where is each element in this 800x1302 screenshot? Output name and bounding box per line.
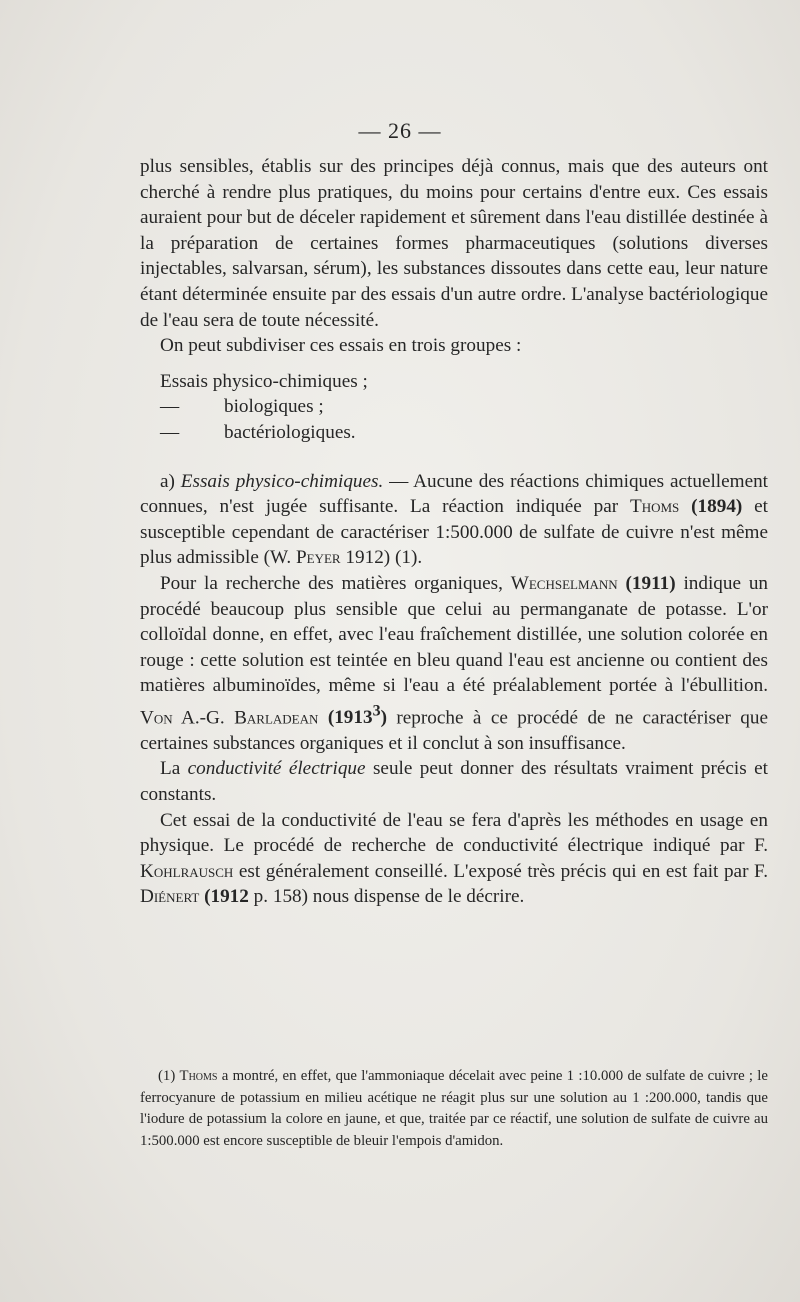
paragraph-conductivite bbox=[140, 756, 768, 807]
citation-year: (1911) bbox=[625, 572, 676, 594]
paragraph-text: 1912) (1). bbox=[340, 547, 423, 569]
footnote bbox=[140, 1066, 768, 1153]
citation-year: (1912 bbox=[204, 886, 249, 908]
paragraph-1: plus sensibles, établis sur des principes déjà connus, mais que des auteurs ont cherché à rendre plus pratiques, du moins pour certains d'entre eux. Ces essais auraient pour but de déceler rapidement et sûrement dans l'eau distillée destinée à la préparation de certaines formes pharmaceutiques (solutions diverses injectables, salvarsan, sérum), les substances dissoutes dans cette eau, leur nature étant déterminée ensuite par des essais d'un autre ordre. L'analyse bactériologique de l'eau sera de toute nécessité. bbox=[140, 156, 768, 331]
citation-superscript: 3 bbox=[372, 702, 381, 720]
paragraph-text: p. 158) nous dispense de le décrire. bbox=[248, 886, 525, 908]
paragraph-text: Pour la recherche des matières organiques, bbox=[160, 572, 511, 594]
paragraph-text: est généralement conseillé. L'exposé très précis qui en est fait par F. bbox=[233, 860, 768, 882]
ditto-dash: — bbox=[160, 396, 180, 418]
paragraph-2: On peut subdiviser ces essais en trois groupes : bbox=[160, 335, 522, 357]
citation-year bbox=[327, 702, 387, 729]
author-kohlrausch: Kohlrausch bbox=[140, 860, 234, 882]
ditto-dash: — bbox=[160, 421, 180, 443]
paragraph-methodes bbox=[140, 808, 768, 910]
paragraph-text: indique un procédé beaucoup plus sensible que celui au permanganate de potasse. L'or colloïdal donne, en effet, avec l'eau fraîchement distillée, une solution colorée en rouge : cette solution est teintée en bleu quand l'eau est ancienne ou contient des matières albuminoïdes, même si l'eau a été préalablement portée à l'ébullition. bbox=[140, 572, 769, 697]
author-dienert: Diénert bbox=[140, 886, 200, 908]
group-item-3-text: bactériologiques. bbox=[224, 421, 356, 443]
author-wechselmann: Wechselmann bbox=[510, 572, 618, 594]
footnote-text bbox=[140, 1066, 768, 1153]
citation-year-text: (1913 bbox=[327, 707, 373, 729]
paragraph-text: Cet essai de la conductivité de l'eau se fera d'après les méthodes en usage en physique. Le procédé de recherche de conductivité électrique indiqué par F. bbox=[140, 809, 768, 857]
section-title: Essais physico-chimiques. bbox=[180, 470, 384, 492]
group-item-2-text: biologiques ; bbox=[224, 396, 324, 418]
groups-list bbox=[160, 369, 768, 446]
paragraph-text: seule peut donner des résultats vraiment précis et constants. bbox=[140, 758, 768, 806]
paragraph-text: et susceptible cependant de caractériser 1:500.000 de sulfate de cuivre n'est même plus admissible (W. bbox=[140, 496, 769, 569]
footnote-body: a montré, en effet, que l'ammoniaque décelait avec peine 1 :10.000 de sulfate de cuivre ; le ferrocyanure de potassium en milieu acétique ne réagit plus sur une solution au 1 :200.000, tandis que l'iodure de potassium la colore en jaune, et que, traitée par ce réactif, une solution de sulfate de cuivre au 1:500.000 est encore susceptible de bleuir l'empois d'amidon. bbox=[140, 1068, 768, 1150]
citation-close: ) bbox=[380, 707, 387, 729]
author-barladean: Von A.-G. Barladean bbox=[140, 707, 319, 729]
paragraph-text: reproche à ce procédé de ne caractériser que certaines substances organiques et il conclut à son insuffisance. bbox=[140, 707, 769, 754]
main-text bbox=[140, 154, 768, 910]
group-item-1: Essais physico-chimiques ; bbox=[160, 370, 368, 392]
paragraph-physico-chimiques bbox=[140, 469, 768, 571]
citation-year: (1894) bbox=[691, 496, 743, 518]
page-number: — 26 — bbox=[358, 118, 442, 143]
paragraph-text: — Aucune des réactions chimiques actuellement connues, n'est jugée suffisante. La réaction indiquée par bbox=[140, 470, 769, 518]
paragraph-text: La bbox=[160, 758, 188, 780]
group-item-3 bbox=[160, 420, 768, 446]
author-peyer: Peyer bbox=[295, 547, 341, 569]
footnote-mark: (1) bbox=[158, 1068, 176, 1084]
section-label: a) bbox=[160, 470, 175, 492]
emphasis-term: conductivité électrique bbox=[187, 758, 366, 780]
paragraph-matieres-organiques bbox=[140, 571, 768, 757]
author-thoms: Thoms bbox=[630, 496, 680, 518]
footnote-author: Thoms bbox=[179, 1068, 218, 1084]
group-item-2 bbox=[160, 394, 768, 420]
